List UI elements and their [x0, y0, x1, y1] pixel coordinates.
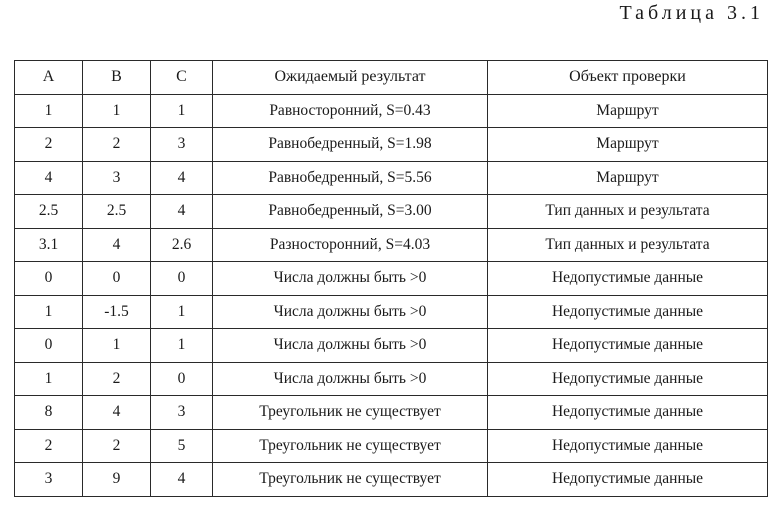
cell-test-object: Недопустимые данные	[488, 329, 768, 363]
cell-b: 1	[83, 94, 151, 128]
cell-expected-result: Треугольник не существует	[213, 396, 488, 430]
cell-a: 1	[15, 94, 83, 128]
cell-c: 1	[151, 295, 213, 329]
cell-a: 1	[15, 295, 83, 329]
table-row	[15, 463, 768, 497]
cell-test-object: Маршрут	[488, 161, 768, 195]
cell-b: 3	[83, 161, 151, 195]
cell-expected-result: Числа должны быть >0	[213, 362, 488, 396]
header-cell-test-object: Объект проверки	[488, 61, 768, 95]
table-row	[15, 161, 768, 195]
cell-c: 3	[151, 128, 213, 162]
cell-a: 2	[15, 128, 83, 162]
cell-a: 0	[15, 329, 83, 363]
table-row	[15, 396, 768, 430]
cell-expected-result: Числа должны быть >0	[213, 329, 488, 363]
table-row	[15, 362, 768, 396]
header-cell-expected-result: Ожидаемый результат	[213, 61, 488, 95]
cell-expected-result: Треугольник не существует	[213, 429, 488, 463]
test-cases-table	[14, 60, 768, 497]
table-row	[15, 228, 768, 262]
cell-test-object: Тип данных и результата	[488, 195, 768, 229]
cell-c: 4	[151, 463, 213, 497]
cell-a: 1	[15, 362, 83, 396]
table-body	[15, 94, 768, 496]
cell-c: 0	[151, 262, 213, 296]
header-cell-b: B	[83, 61, 151, 95]
cell-test-object: Недопустимые данные	[488, 295, 768, 329]
cell-c: 1	[151, 329, 213, 363]
header-cell-c: C	[151, 61, 213, 95]
cell-test-object: Недопустимые данные	[488, 429, 768, 463]
table-row	[15, 329, 768, 363]
table-row	[15, 295, 768, 329]
cell-expected-result: Разносторонний, S=4.03	[213, 228, 488, 262]
cell-expected-result: Треугольник не существует	[213, 463, 488, 497]
cell-a: 0	[15, 262, 83, 296]
cell-a: 2	[15, 429, 83, 463]
table-row	[15, 195, 768, 229]
cell-test-object: Маршрут	[488, 94, 768, 128]
cell-test-object: Недопустимые данные	[488, 362, 768, 396]
cell-test-object: Недопустимые данные	[488, 262, 768, 296]
cell-c: 4	[151, 161, 213, 195]
cell-expected-result: Числа должны быть >0	[213, 262, 488, 296]
cell-expected-result: Равнобедренный, S=1.98	[213, 128, 488, 162]
cell-b: 4	[83, 228, 151, 262]
cell-expected-result: Равнобедренный, S=3.00	[213, 195, 488, 229]
cell-b: 2	[83, 429, 151, 463]
table-row	[15, 94, 768, 128]
table-row	[15, 262, 768, 296]
cell-test-object: Недопустимые данные	[488, 463, 768, 497]
cell-a: 3	[15, 463, 83, 497]
cell-a: 2.5	[15, 195, 83, 229]
cell-a: 8	[15, 396, 83, 430]
table-row	[15, 128, 768, 162]
cell-c: 4	[151, 195, 213, 229]
cell-b: 4	[83, 396, 151, 430]
cell-test-object: Недопустимые данные	[488, 396, 768, 430]
cell-test-object: Маршрут	[488, 128, 768, 162]
cell-expected-result: Равносторонний, S=0.43	[213, 94, 488, 128]
table-row	[15, 429, 768, 463]
cell-b: 2.5	[83, 195, 151, 229]
header-row	[15, 61, 768, 95]
cell-expected-result: Числа должны быть >0	[213, 295, 488, 329]
cell-a: 3.1	[15, 228, 83, 262]
cell-expected-result: Равнобедренный, S=5.56	[213, 161, 488, 195]
cell-c: 5	[151, 429, 213, 463]
cell-a: 4	[15, 161, 83, 195]
cell-b: 9	[83, 463, 151, 497]
cell-b: 2	[83, 362, 151, 396]
cell-b: 2	[83, 128, 151, 162]
cell-c: 3	[151, 396, 213, 430]
table-caption: Таблица 3.1	[619, 2, 764, 24]
cell-b: 0	[83, 262, 151, 296]
cell-c: 2.6	[151, 228, 213, 262]
cell-c: 1	[151, 94, 213, 128]
cell-b: -1.5	[83, 295, 151, 329]
cell-c: 0	[151, 362, 213, 396]
header-cell-a: A	[15, 61, 83, 95]
cell-b: 1	[83, 329, 151, 363]
cell-test-object: Тип данных и результата	[488, 228, 768, 262]
